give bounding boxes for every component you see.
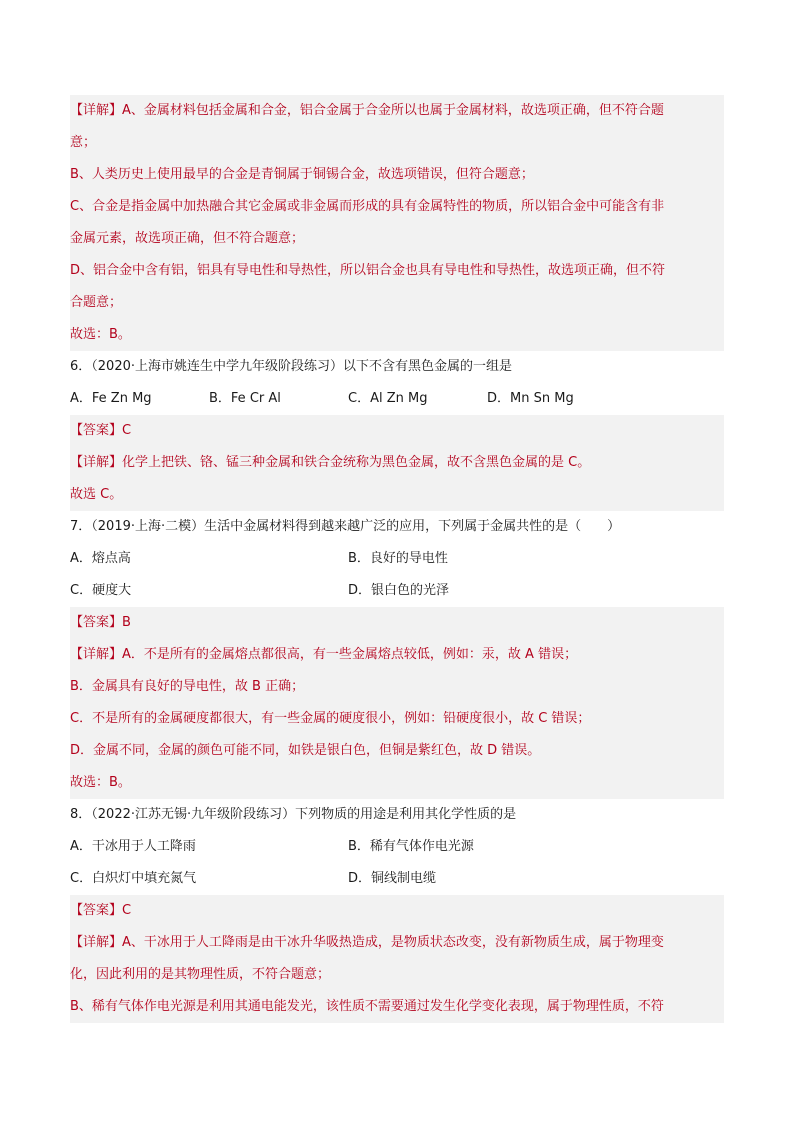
q5-detail-c2: 金属元素，故选项正确，但不符合题意； (70, 223, 724, 255)
q8-options-row-2 (70, 863, 724, 895)
q8-option-b: B．稀有气体作电光源 (348, 839, 474, 854)
detail-tag: 【详解】 (70, 455, 123, 470)
q7-answer-line (70, 607, 724, 639)
q8-detail-a2: 化，因此利用的是其物理性质，不符合题意； (70, 959, 724, 991)
q6-option-c: C．Al Zn Mg (348, 391, 428, 406)
q8-option-c: C．白炽灯中填充氮气 (70, 871, 197, 886)
detail-tag: 【详解】 (70, 103, 123, 118)
q5-detail-d1: D、铝合金中含有铝，铝具有导电性和导热性，所以铝合金也具有导电性和导热性，故选项正确，但不符 (70, 255, 724, 287)
q7-detail-d: D．金属不同，金属的颜色可能不同，如铁是银白色，但铜是紫红色，故 D 错误。 (70, 735, 724, 767)
q5-detail-d2: 合题意； (70, 287, 724, 319)
q8-detail-line-a1 (70, 927, 724, 959)
q7-option-a: A．熔点高 (70, 551, 131, 566)
q5-detail-a2: 意； (70, 127, 724, 159)
detail-tag: 【详解】 (70, 935, 123, 950)
q5-detail-c1: C、合金是指金属中加热融合其它金属或非金属而形成的具有金属特性的物质，所以铝合金中可能含有非 (70, 191, 724, 223)
answer-tag: 【答案】 (70, 615, 123, 630)
q6-choice: 故选 C。 (70, 479, 724, 511)
q7-option-b: B．良好的导电性 (348, 551, 448, 566)
q6-detail-line (70, 447, 724, 479)
q5-choice: 故选：B。 (70, 319, 724, 351)
q6-option-a: A．Fe Zn Mg (70, 391, 152, 406)
q7-detail-b: B．金属具有良好的导电性，故 B 正确； (70, 671, 724, 703)
q8-detail-b1: B、稀有气体作电光源是利用其通电能发光，该性质不需要通过发生化学变化表现，属于物理性质，不符 (70, 991, 724, 1023)
q7-stem: 7．（2019·上海·二模）生活中金属材料得到越来越广泛的应用，下列属于金属共性的是（ ） (70, 519, 621, 534)
q7-option-d: D．银白色的光泽 (348, 583, 450, 598)
q5-detail-line-a1 (70, 95, 724, 127)
q8-answer: C (122, 903, 132, 918)
detail-tag: 【详解】 (70, 647, 123, 662)
q7-detail-line-a (70, 639, 724, 671)
q7-detail-c: C．不是所有的金属硬度都很大，有一些金属的硬度很小，例如：铅硬度很小，故 C 错误； (70, 703, 724, 735)
q8-option-d: D．铜线制电缆 (348, 871, 437, 886)
q8-stem: 8．（2022·江苏无锡·九年级阶段练习）下列物质的用途是利用其化学性质的是 (70, 807, 517, 822)
q7-option-c: C．硬度大 (70, 583, 132, 598)
answer-tag: 【答案】 (70, 903, 123, 918)
q7-detail-a: A．不是所有的金属熔点都很高，有一些金属熔点较低，例如：汞，故 A 错误； (122, 647, 578, 662)
q8-option-a: A．干冰用于人工降雨 (70, 839, 196, 854)
q8-answer-line (70, 895, 724, 927)
q6-option-d: D．Mn Sn Mg (487, 391, 574, 406)
answer-tag: 【答案】 (70, 423, 123, 438)
q7-choice: 故选：B。 (70, 767, 724, 799)
q6-answer: C (122, 423, 132, 438)
q6-option-b: B．Fe Cr Al (209, 391, 281, 406)
q8-options-row-1 (70, 831, 724, 863)
q6-stem: 6．（2020·上海市姚连生中学九年级阶段练习）以下不含有黑色金属的一组是 (70, 359, 512, 374)
q7-answer: B (122, 615, 131, 630)
q6-detail: 化学上把铁、铬、锰三种金属和铁合金统称为黑色金属，故不含黑色金属的是 C。 (122, 455, 591, 470)
q8-detail-a1: A、干冰用于人工降雨是由干冰升华吸热造成，是物质状态改变，没有新物质生成，属于物理变 (122, 935, 664, 950)
q6-options (70, 383, 724, 415)
q6-answer-line (70, 415, 724, 447)
q5-detail-a1: A、金属材料包括金属和合金，铝合金属于合金所以也属于金属材料，故选项正确，但不符合题 (122, 103, 664, 118)
q7-options-row-1 (70, 543, 724, 575)
q5-detail-b: B、人类历史上使用最早的合金是青铜属于铜锡合金，故选项错误，但符合题意； (70, 159, 724, 191)
q7-options-row-2 (70, 575, 724, 607)
